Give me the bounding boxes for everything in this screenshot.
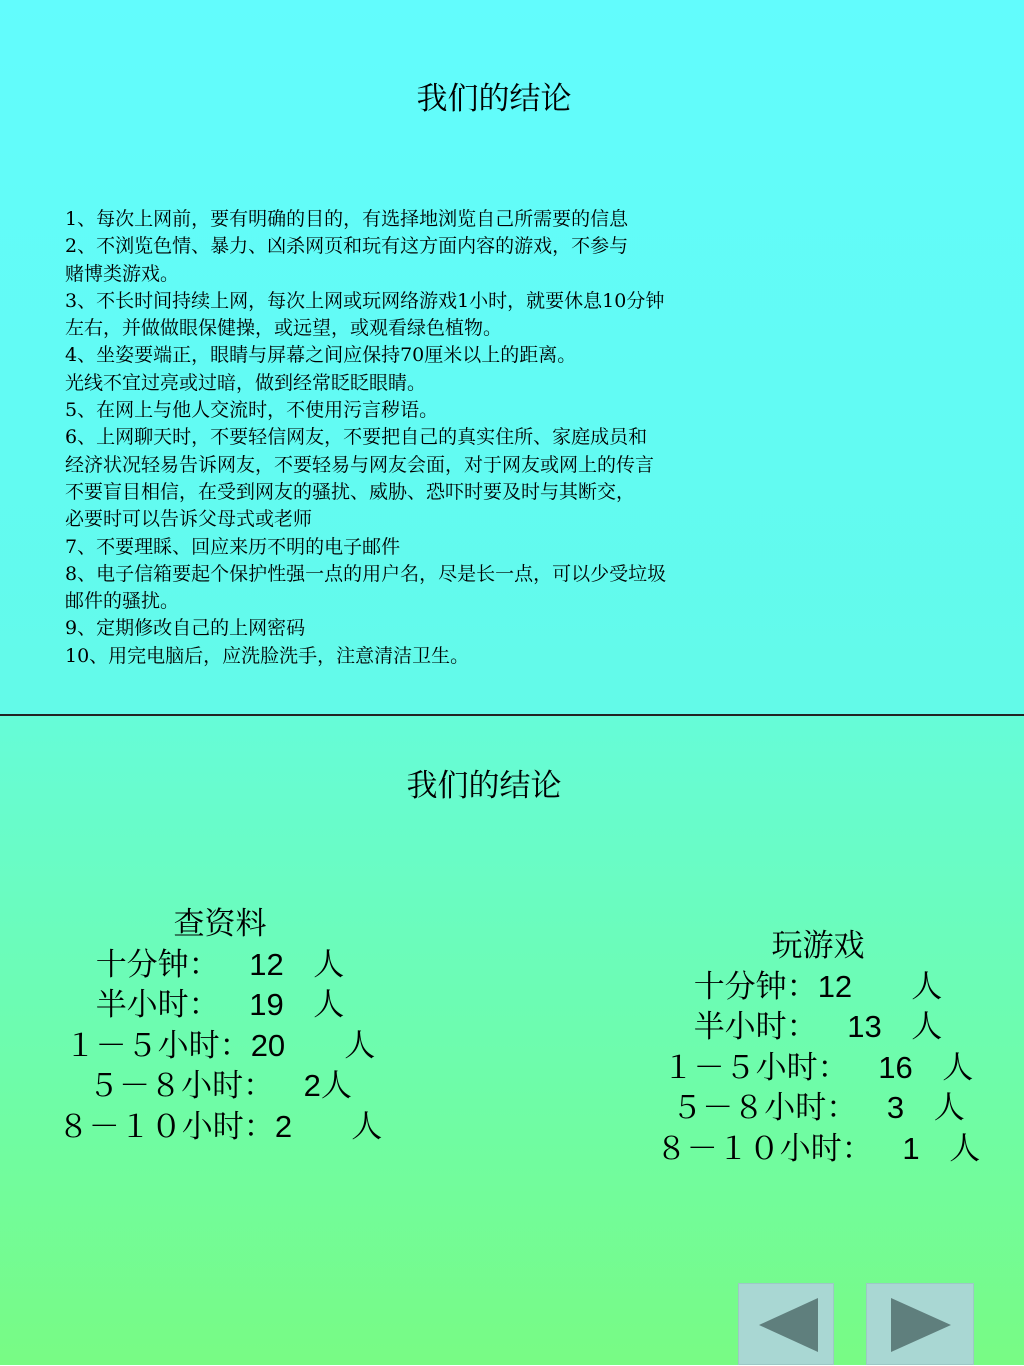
row-unit: 人 — [911, 1009, 943, 1045]
row-unit: 人 — [351, 1108, 383, 1145]
row-label: 十分钟： — [95, 946, 220, 983]
stats-row — [638, 1007, 998, 1048]
row-value: 3 — [886, 1090, 905, 1125]
stats-row — [40, 945, 400, 986]
row-value: 12 — [249, 946, 284, 982]
triangle-right-icon — [867, 1284, 975, 1366]
list-item: 1、每次上网前，要有明确的目的，有选择地浏览自己所需要的信息 — [65, 208, 629, 230]
stats-row — [40, 1066, 400, 1107]
list-item: 必要时可以告诉父母式或老师 — [65, 508, 313, 531]
list-item: 5、在网上与他人交流时，不使用污言秽语。 — [65, 399, 439, 422]
list-item: 光线不宜过亮或过暗，做到经常眨眨眼睛。 — [65, 371, 427, 394]
row-unit: 人 — [344, 1027, 376, 1064]
stats-heading: 玩游戏 — [771, 928, 865, 964]
row-label: ５－８小时： — [671, 1090, 858, 1126]
row-label: ８－１０小时： — [655, 1130, 873, 1167]
row-label: １－５小时： — [64, 1027, 251, 1064]
list-item: 邮件的骚扰。 — [65, 590, 180, 613]
stats-row — [638, 1129, 998, 1170]
row-value: 1 — [902, 1130, 920, 1166]
list-item: 10、用完电脑后，应洗脸洗手，注意清洁卫生。 — [65, 644, 470, 667]
gaming-stats — [638, 926, 998, 1169]
next-slide-button[interactable] — [866, 1283, 974, 1365]
list-item: 9、定期修改自己的上网密码 — [65, 617, 306, 640]
row-value: 19 — [249, 987, 284, 1022]
stats-row — [40, 1107, 400, 1148]
stats-row — [40, 1026, 400, 1067]
research-stats — [40, 904, 400, 1147]
list-item: 6、上网聊天时，不要轻信网友，不要把自己的真实住所、家庭成员和 — [65, 426, 648, 449]
row-value: 16 — [878, 1049, 913, 1085]
row-unit: 人 — [942, 1049, 974, 1086]
slide-title: 我们的结论 — [416, 81, 572, 117]
stats-row — [638, 967, 998, 1008]
row-unit: 人 — [949, 1130, 981, 1167]
list-item: 3、不长时间持续上网，每次上网或玩网络游戏1小时，就要休息10分钟 — [65, 289, 665, 312]
triangle-left-icon — [739, 1284, 835, 1366]
row-unit: 人 — [313, 987, 345, 1023]
row-label: ５－８小时： — [88, 1068, 275, 1104]
list-item: 左右，并做做眼保健操，或远望，或观看绿色植物。 — [65, 317, 503, 340]
slide-title: 我们的结论 — [406, 768, 562, 804]
list-item: 赌博类游戏。 — [65, 262, 180, 285]
list-item: 不要盲目相信，在受到网友的骚扰、威胁、恐吓时要及时与其断交， — [65, 480, 636, 503]
row-value: 2 — [274, 1108, 293, 1144]
row-label: 十分钟： — [693, 968, 818, 1005]
list-item: 经济状况轻易告诉网友，不要轻易与网友会面，对于网友或网上的传言 — [65, 453, 655, 476]
conclusion-list — [65, 206, 805, 670]
row-value: 12 — [817, 968, 853, 1004]
stats-heading: 查资料 — [173, 906, 267, 942]
row-label: ８－１０小时： — [57, 1108, 275, 1145]
list-item: 7、不要理睬、回应来历不明的电子邮件 — [65, 535, 401, 558]
row-label: 半小时： — [95, 987, 220, 1023]
stats-row — [40, 985, 400, 1026]
list-item: 2、不浏览色情、暴力、凶杀网页和玩有这方面内容的游戏，不参与 — [65, 235, 629, 258]
row-unit: 人 — [933, 1090, 965, 1126]
stats-row — [638, 1088, 998, 1129]
row-unit: 人 — [320, 1068, 352, 1104]
row-unit: 人 — [313, 946, 345, 983]
row-value: 20 — [250, 1027, 286, 1063]
row-label: 半小时： — [693, 1009, 818, 1045]
stats-row — [638, 1048, 998, 1089]
list-item: 8、电子信箱要起个保护性强一点的用户名，尽是长一点，可以少受垃圾 — [65, 562, 667, 585]
list-item: 4、坐姿要端正，眼睛与屏幕之间应保持70厘米以上的距离。 — [65, 344, 577, 367]
slide-bottom — [0, 716, 1024, 1365]
row-unit: 人 — [911, 968, 943, 1005]
row-value: 13 — [847, 1009, 882, 1044]
row-value: 2 — [303, 1068, 321, 1103]
prev-slide-button[interactable] — [738, 1283, 834, 1365]
row-label: １－５小时： — [662, 1049, 849, 1086]
